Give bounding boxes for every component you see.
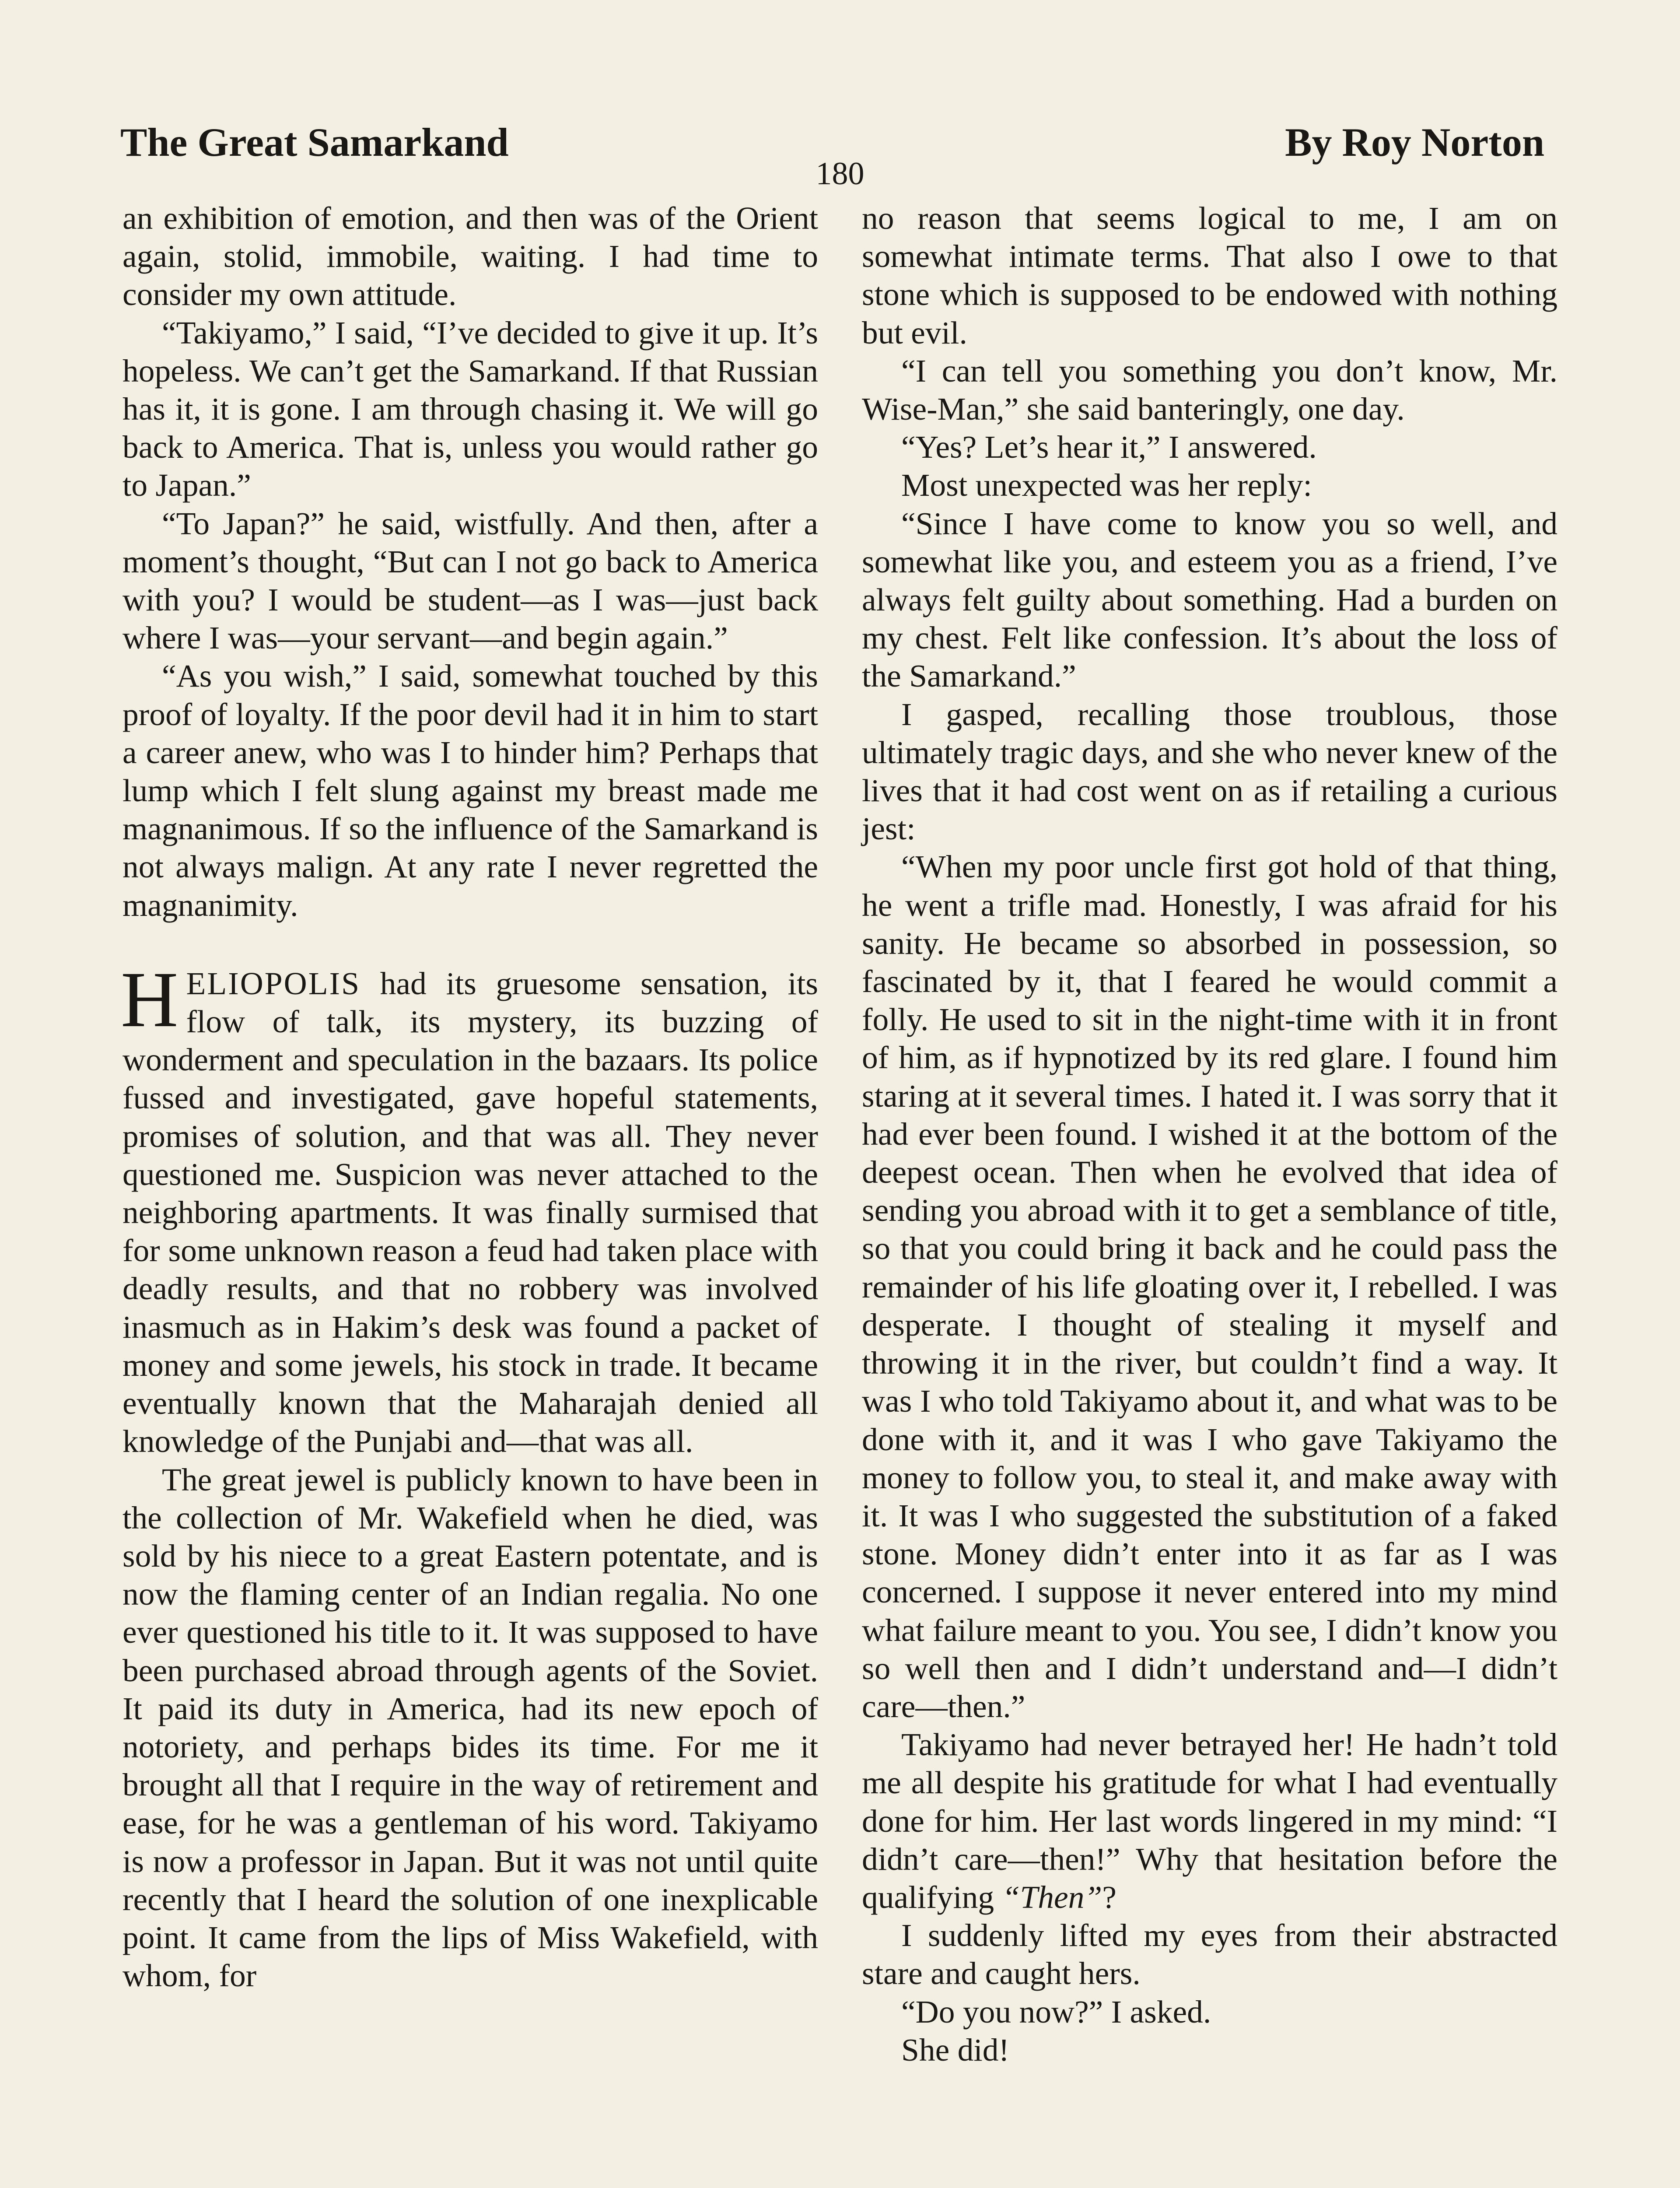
paragraph: “As you wish,” I said, somewhat touched by this proof of loyalty. If the poor devil had it in him to start a career anew, who was I to hinder him? Perhaps that lump which I felt slung against my breast made me magnanimous. If so the influence of the Samarkand is not always malign. At any rate I never regretted the magnanimity.	[122, 658, 818, 923]
right-column	[862, 199, 1558, 2069]
page-number: 180	[816, 156, 864, 192]
paragraph	[862, 1725, 1558, 1916]
paragraph: The great jewel is publicly known to have been in the collection of Mr. Wakefield when he died, was sold by his niece to a great Eastern potentate, and is now the flaming center of an Indian regalia. No one ever questioned his title to it. It was supposed to have been purchased abroad through agents of the Soviet. It paid its duty in America, had its new epoch of notoriety, and perhaps bides its time. For me it brought all that I require in the way of retirement and ease, for he was a gentleman of his word. Takiyamo is now a professor in Japan. But it was not until quite recently that I heard the solution of one inexplicable point. It came from the lips of Miss Wakefield, with whom, for	[122, 1462, 818, 1994]
paragraph: Most unexpected was her reply:	[901, 467, 1312, 503]
paragraph: She did!	[901, 2032, 1010, 2068]
story-author: By Roy Norton	[1285, 120, 1544, 165]
paragraph-text: had its gruesome sensation, its flow of talk, its mystery, its buzzing of wonderment and speculation in the bazaars. Its police fussed and investigated, gave hopeful statements, promises of solution, and that was all. They never questioned me. Suspicion was never attached to the neighboring apartments. It was finally surmised that for some unknown reason a feud had taken place with deadly results, and that no robbery was involved inasmuch as in Hakim’s desk was found a packet of money and some jewels, his stock in trade. It became eventually known that the Maharajah denied all knowledge of the Punjabi and—that was all.	[122, 965, 818, 1459]
paragraph: I suddenly lifted my eyes from their abstracted stare and caught hers.	[862, 1918, 1558, 1992]
left-column	[122, 199, 818, 1995]
story-title: The Great Samarkand	[120, 120, 509, 165]
paragraph: “I can tell you something you don’t know, Mr. Wise-Man,” she said banteringly, one day.	[862, 353, 1558, 427]
lead-word: ELIOPOLIS	[186, 965, 360, 1001]
paragraph-text: ?	[1102, 1879, 1116, 1915]
paragraph: “Yes? Let’s hear it,” I answered.	[901, 429, 1317, 465]
paragraph: “To Japan?” he said, wistfully. And then, after a moment’s thought, “But can I not go back to America with you? I would be student—as I was—just back where I was—your servant—and begin again.”	[122, 505, 818, 656]
paragraph: an exhibition of emotion, and then was of the Orient again, stolid, immobile, waiting. I had time to consider my own attitude.	[122, 200, 818, 312]
paragraph-text: Takiyamo had never betrayed her! He hadn’t told me all despite his gratitude for what I had eventually done for him. Her last words lingered in my mind: “I didn’t care—then!” Why that hesitation before the qualifying	[862, 1727, 1558, 1915]
paragraph: “When my poor uncle first got hold of that thing, he went a trifle mad. Honestly, I was afraid for his sanity. He became so absorbed in possession, so fascinated by it, that I feared he would commit a folly. He used to sit in the night-time with it in front of him, as if hypnotized by its red glare. I found him staring at it several times. I hated it. I was sorry that it had ever been found. I wished it at the bottom of the deepest ocean. Then when he evolved that idea of sending you abroad with it to get a semblance of title, so that you could bring it back and he could pass the remainder of his life gloating over it, I rebelled. I was desperate. I thought of stealing it myself and throwing it in the river, but couldn’t find a way. It was I who told Takiyamo about it, and what was to be done with it, and it was I who gave Takiyamo the money to follow you, to steal it, and make away with it. It was I who suggested the substitution of a faked stone. Money didn’t enter into it as far as I was concerned. I suppose it never entered into my mind what failure meant to you. You see, I didn’t know you so well then and I didn’t understand and—I didn’t care—then.”	[862, 849, 1558, 1724]
emphasis-then: “Then”	[1002, 1879, 1102, 1915]
paragraph: I gasped, recalling those troublous, those ultimately tragic days, and she who never knew of the lives that it had cost went on as if retailing a curious jest:	[862, 696, 1558, 847]
paragraph: “Since I have come to know you so well, and somewhat like you, and esteem you as a friend, I’ve always felt guilty about something. Had a burden on my chest. Felt like confession. It’s about the loss of the Samarkand.”	[862, 505, 1558, 694]
paragraph: “Do you now?” I asked.	[901, 1994, 1211, 2030]
drop-cap: H	[121, 955, 178, 1044]
paragraph: no reason that seems logical to me, I am on somewhat intimate terms. That also I owe to that stone which is supposed to be endowed with nothing but evil.	[862, 200, 1558, 351]
paragraph: “Takiyamo,” I said, “I’ve decided to give it up. It’s hopeless. We can’t get the Samarkand. If that Russian has it, it is gone. I am through chasing it. We will go back to America. That is, unless you would rather go to Japan.”	[122, 315, 818, 503]
section-opening-paragraph	[121, 955, 818, 1461]
